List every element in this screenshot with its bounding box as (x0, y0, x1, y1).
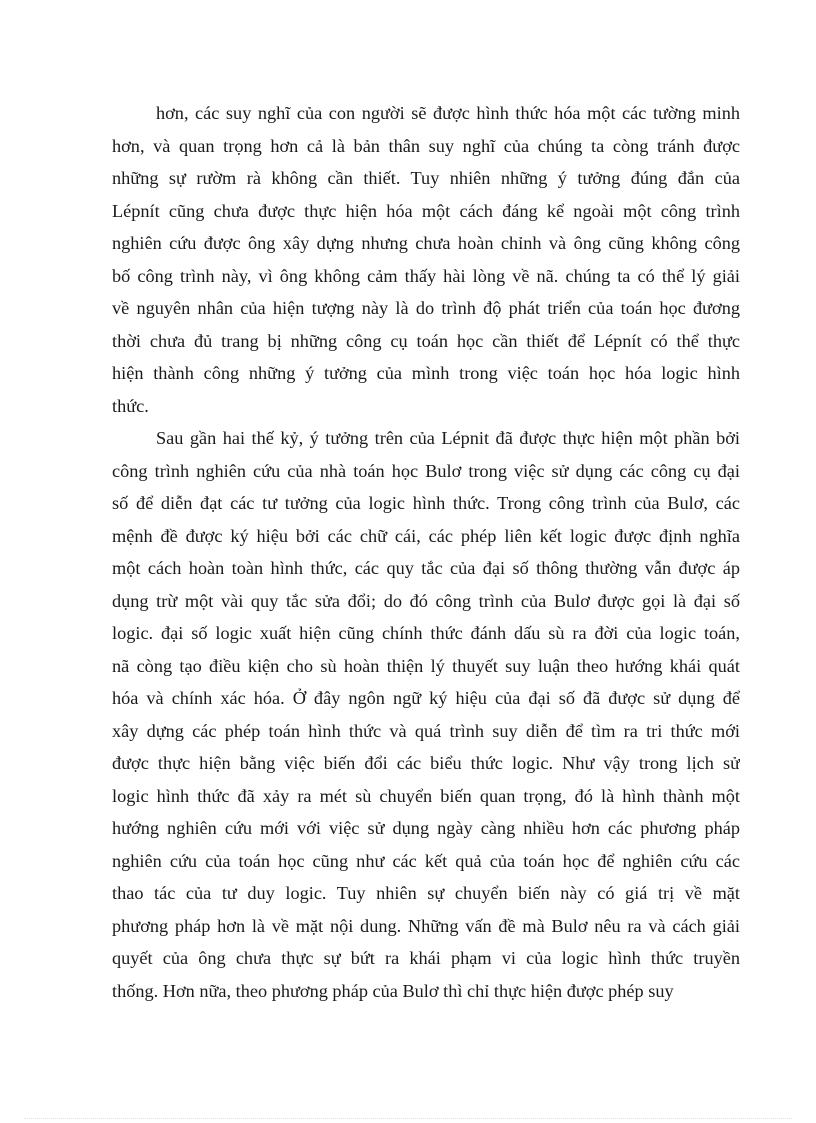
text-line: phương pháp hơn là về mặt nội dung. Những vấn đề mà Bulơ nêu ra và cách giải (112, 915, 740, 936)
text-line: về nguyên nhân của hiện tượng này là do trình độ phát triển của toán học đương (112, 298, 740, 318)
text-line: hướng nghiên cứu mới với việc sử dụng ngày càng nhiều hơn các phương pháp (112, 818, 740, 838)
text-line: Lépnít cũng chưa được thực hiện hóa một cách đáng kể ngoài một công trình (112, 200, 740, 221)
text-line: bố công trình này, vì ông không cảm thấy hài lòng về nã. chúng ta có thể lý giải (112, 265, 740, 286)
text-line: hơn, các suy nghĩ của con người sẽ được hình thức hóa một các tường minh (156, 103, 740, 123)
text-line: thống. Hơn nữa, theo phương pháp của Bulơ thì chỉ thực hiện được phép suy (112, 980, 674, 1001)
text-line: nghiên cứu được ông xây dựng nhưng chưa hoàn chỉnh và ông cũng không công (112, 233, 740, 253)
paragraph-2 (112, 422, 740, 1007)
body-text (112, 97, 740, 1007)
text-line: nghiên cứu của toán học cũng như các kết quả của toán học để nghiên cứu các (112, 850, 740, 871)
text-line: hóa và chính xác hóa. Ở đây ngôn ngữ ký hiệu của đại số đã được sử dụng để (112, 688, 740, 708)
text-line: logic. đại số logic xuất hiện cũng chính thức đánh dấu sù ra đời của logic toán, (112, 623, 740, 643)
text-line: số để diễn đạt các tư tưởng của logic hình thức. Trong công trình của Bulơ, các (112, 493, 740, 513)
text-line: dụng trừ một vài quy tắc sửa đổi; do đó công trình của Bulơ được gọi là đại số (112, 590, 740, 611)
text-line: xây dựng các phép toán hình thức và quá trình suy diễn để tìm ra tri thức mới (112, 720, 740, 741)
text-line: hiện thành công những ý tưởng của mình trong việc toán học hóa logic hình (112, 363, 740, 383)
text-line: mệnh đề được ký hiệu bởi các chữ cái, các phép liên kết logic được định nghĩa (112, 525, 740, 546)
text-line: quyết của ông chưa thực sự bứt ra khái phạm vi của logic hình thức truyền (112, 948, 740, 968)
page-bottom-divider (24, 1118, 792, 1119)
text-line: thức. (112, 395, 149, 416)
paragraph-1 (112, 97, 740, 422)
text-line: công trình nghiên cứu của nhà toán học Bulơ trong việc sử dụng các công cụ đại (112, 460, 740, 481)
text-line: Sau gần hai thế kỷ, ý tưởng trên của Lépnit đã được thực hiện một phần bởi (156, 428, 740, 448)
text-line: một cách hoàn toàn hình thức, các quy tắc của đại số thông thường vẫn được áp (112, 558, 740, 578)
text-line: được thực hiện bằng việc biến đổi các biểu thức logic. Như vậy trong lịch sử (112, 753, 740, 773)
text-line: hơn, và quan trọng hơn cả là bản thân suy nghĩ của chúng ta còng tránh được (112, 135, 740, 156)
text-line: nã còng tạo điều kiện cho sù hoàn thiện lý thuyết suy luận theo hướng khái quát (112, 655, 740, 676)
text-line: những sự rườm rà không cần thiết. Tuy nhiên những ý tưởng đúng đắn của (112, 168, 740, 188)
text-line: thời chưa đủ trang bị những công cụ toán học cần thiết để Lépnít có thể thực (112, 330, 740, 351)
text-line: logic hình thức đã xảy ra mét sù chuyển biến quan trọng, đó là hình thành một (112, 785, 740, 806)
text-line: thao tác của tư duy logic. Tuy nhiên sự chuyển biến này có giá trị về mặt (112, 883, 740, 903)
